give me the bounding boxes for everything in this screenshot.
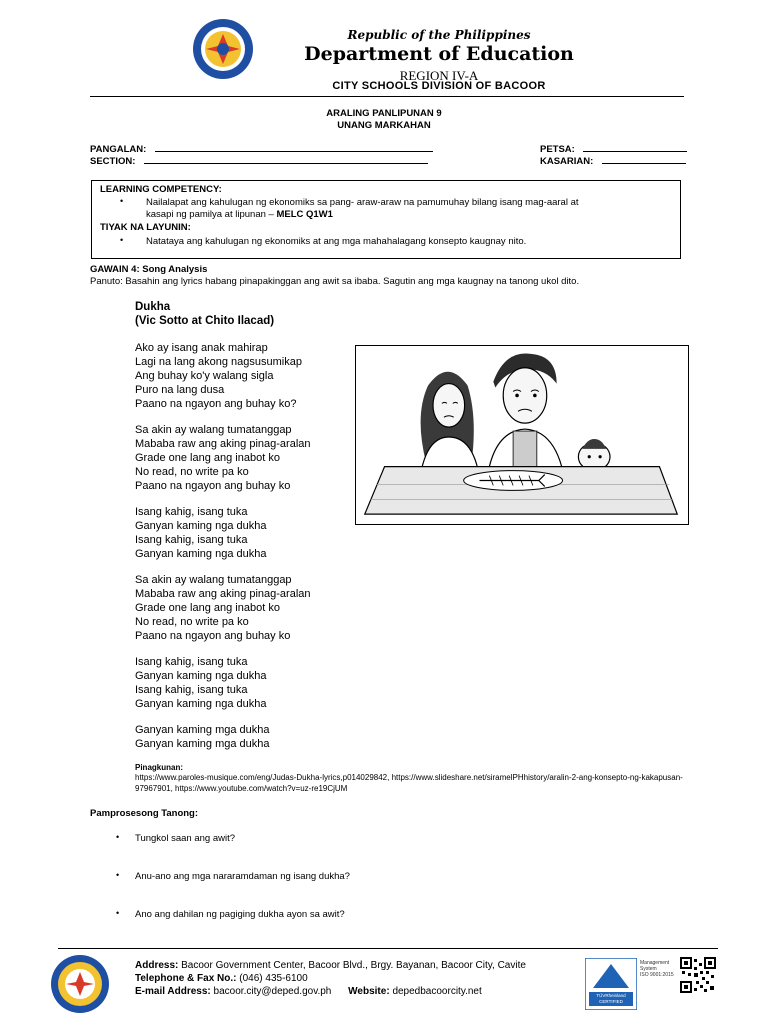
lyric-line: Isang kahig, isang tuka — [135, 534, 248, 546]
lyric-line: Ako ay isang anak mahirap — [135, 342, 268, 354]
qr-code-icon[interactable] — [680, 957, 716, 993]
competency-label: LEARNING COMPETENCY: — [100, 184, 222, 195]
song-artist: (Vic Sotto at Chito Ilacad) — [135, 315, 275, 327]
objective-text: Natataya ang kahulugan ng ekonomiks at ang mga mahahalagang konsepto kaugnay nito. — [146, 236, 527, 247]
lyric-line: Ganyan kaming nga dukha — [135, 520, 267, 532]
name-label: PANGALAN: — [90, 144, 147, 155]
email-label: E-mail Address: — [135, 986, 211, 997]
header-divider — [90, 96, 684, 97]
sex-label: KASARIAN: — [540, 156, 594, 167]
tuv-certified: CERTIFIED — [599, 999, 623, 1004]
bullet-icon: • — [116, 832, 120, 842]
lyric-line: Ang buhay ko'y walang sigla — [135, 370, 274, 382]
lyric-line: No read, no write pa ko — [135, 466, 249, 478]
division-logo-icon — [50, 954, 110, 1014]
footer-divider — [58, 948, 718, 949]
lyric-line: Isang kahig, isang tuka — [135, 656, 248, 668]
lyric-line: Ganyan kaming nga dukha — [135, 548, 267, 560]
region-text: REGION IV-A — [399, 68, 479, 83]
lyric-line: Isang kahig, isang tuka — [135, 684, 248, 696]
sex-field[interactable] — [540, 154, 686, 167]
activity-title: GAWAIN 4: Song Analysis — [90, 264, 208, 275]
questions-label: Pamprosesong Tanong: — [90, 808, 199, 819]
lyric-line: Isang kahig, isang tuka — [135, 506, 248, 518]
date-blank[interactable] — [583, 142, 687, 152]
email-value[interactable]: bacoor.city@deped.gov.ph — [213, 986, 332, 997]
lyric-line: Paano na ngayon ang buhay ko? — [135, 398, 297, 410]
activity-instruction: Panuto: Basahin ang lyrics habang pinapakinggan ang awit sa ibaba. Sagutin ang mga kaugnay na tanong ukol dito. — [90, 276, 580, 287]
lyric-line: Sa akin ay walang tumatanggap — [135, 574, 292, 586]
reference-links[interactable]: https://www.paroles-musique.com/eng/Judas-Dukha-lyrics,p014029842, https://www.slideshare.net/siramelPHhistory/aralin-2-ang-konsepto-ng-kakapusan-97967901, https://www.youtube.com/watch?v=uz-re19CjUM — [135, 773, 683, 793]
phone-label: Telephone & Fax No.: — [135, 973, 237, 984]
website-label: Website: — [348, 986, 390, 997]
sex-blank[interactable] — [602, 154, 686, 164]
phone-value: (046) 435-6100 — [239, 973, 308, 984]
objective-label: TIYAK NA LAYUNIN: — [100, 222, 191, 233]
footer-address — [135, 960, 526, 971]
footer-phone — [135, 973, 308, 984]
bullet-icon: • — [120, 235, 124, 245]
date-label: PETSA: — [540, 144, 575, 155]
lyric-line: Ganyan kaming mga dukha — [135, 738, 270, 750]
lyric-line: Puro na lang dusa — [135, 384, 225, 396]
poor-family-illustration — [355, 345, 689, 525]
lyric-line: Paano na ngayon ang buhay ko — [135, 630, 291, 642]
tuv-label: TÜVRheinland — [596, 993, 626, 998]
lyric-line: Sa akin ay walang tumatanggap — [135, 424, 292, 436]
lyric-line: Mababa raw ang aking pinag-aralan — [135, 588, 311, 600]
address-value: Bacoor Government Center, Bacoor Blvd., Brgy. Bayanan, Bacoor City, Cavite — [181, 960, 526, 971]
song-title: Dukha — [135, 301, 171, 313]
bullet-icon: • — [120, 196, 124, 206]
lyric-line: No read, no write pa ko — [135, 616, 249, 628]
lyric-line: Mababa raw ang aking pinag-aralan — [135, 438, 311, 450]
department-title: Department of Education — [304, 43, 574, 65]
reference-label: Pinagkunan: — [135, 763, 184, 772]
lyric-line: Lagi na lang akong nagsusumikap — [135, 356, 302, 368]
republic-text: Republic of the Philippines — [347, 28, 531, 42]
lyric-line: Ganyan kaming nga dukha — [135, 698, 267, 710]
question-item: Ano ang dahilan ng pagiging dukha ayon sa awit? — [135, 909, 345, 920]
bullet-icon: • — [116, 908, 120, 918]
section-field[interactable] — [90, 154, 428, 167]
section-blank[interactable] — [144, 154, 428, 164]
lyric-line: Grade one lang ang inabot ko — [135, 452, 280, 464]
lyric-line: Grade one lang ang inabot ko — [135, 602, 280, 614]
competency-text-line1: Nailalapat ang kahulugan ng ekonomiks sa pang- araw-araw na pamumuhay bilang isang mag-aaral at — [146, 197, 579, 208]
question-item: Anu-ano ang mga nararamdaman ng isang dukha? — [135, 871, 350, 882]
section-label: SECTION: — [90, 156, 136, 167]
division-text: CITY SCHOOLS DIVISION OF BACOOR — [332, 80, 546, 92]
lyric-line: Ganyan kaming mga dukha — [135, 724, 270, 736]
question-item: Tungkol saan ang awit? — [135, 833, 235, 844]
website-value[interactable]: depedbacoorcity.net — [392, 986, 482, 997]
bullet-icon: • — [116, 870, 120, 880]
name-blank[interactable] — [155, 142, 433, 152]
footer-contact — [135, 986, 482, 997]
competency-code: MELC Q1W1 — [276, 209, 333, 220]
cert-text: Management System ISO 9001:2015 — [640, 960, 674, 978]
lyric-line: Paano na ngayon ang buhay ko — [135, 480, 291, 492]
lyric-line: Ganyan kaming nga dukha — [135, 670, 267, 682]
address-label: Address: — [135, 960, 179, 971]
quarter-title: UNANG MARKAHAN — [337, 120, 431, 131]
competency-text-line2: kasapi ng pamilya at lipunan – MELC Q1W1 — [146, 209, 333, 220]
subject-title: ARALING PANLIPUNAN 9 — [326, 108, 442, 119]
